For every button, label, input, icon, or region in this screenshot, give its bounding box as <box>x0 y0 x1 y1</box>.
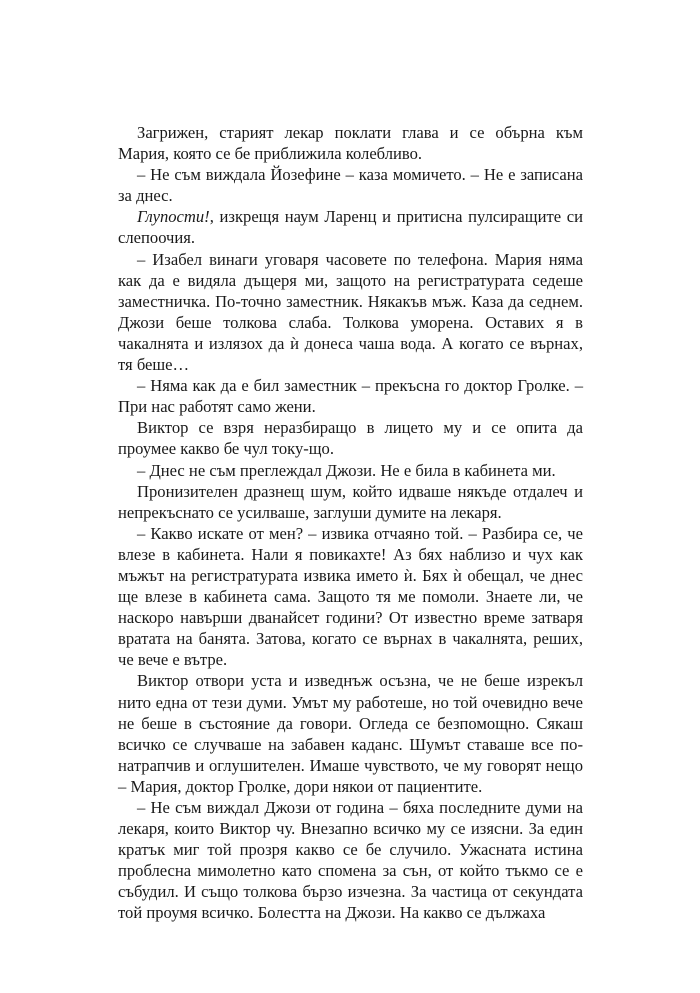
paragraph: – Изабел винаги уговаря часовете по телефона. Мария няма как да е видяла дъщеря ми, защото на регистратурата седеше заместничка. По-точно заместник. Някакъв мъж. Каза да седнем. Джози беше толкова слаба. Толкова уморена. Оставих я в чакалнята и излязох да ѝ донеса чаша вода. А когато се върнах, тя беше… <box>118 249 583 375</box>
paragraph: – Какво искате от мен? – извика отчаяно той. – Разбира се, че влезе в кабинета. Нали я повикахте! Аз бях наблизо и чух как мъжът на регистратурата извика името ѝ. Бях ѝ обещал, че днес ще влезе в кабинета сама. Защото тя ме помоли. Знаете ли, че наскоро навърши дванайсет години? От известно време затваря вратата на банята. Затова, когато се върнах в чакалнята, реших, че вече е вътре. <box>118 523 583 670</box>
italic-exclamation: Глупости! <box>137 207 210 227</box>
paragraph: – Не съм виждала Йозефине – каза момичето. – Не е записана за днес. <box>118 165 583 206</box>
paragraph <box>118 206 583 248</box>
paragraph: – Няма как да е бил заместник – прекъсна го доктор Гролке. – При нас работят само жени. <box>118 376 583 417</box>
body-text <box>118 122 583 924</box>
paragraph-continuation: , изкрещя наум Ларенц и притисна пулсиращите си слепоочия. <box>118 207 583 248</box>
paragraph: Пронизителен дразнещ шум, който идваше някъде отдалеч и непрекъснато се усилваше, заглуши думите на лекаря. <box>118 481 583 522</box>
paragraph: – Не съм виждал Джози от година – бяха последните думи на лекаря, които Виктор чу. Внезапно всичко му се изясни. За един кратък миг той прозря какво се бе случило. Ужасната истина проблесна мимолетно като спомена за сън, от който тъкмо се е събудил. И също толкова бързо изчезна. За частица от секундата той проумя всичко. Болестта на Джози. На какво се дължаха <box>118 798 583 923</box>
paragraph: Виктор се взря неразбиращо в лицето му и се опита да проумее какво бе чул току-що. <box>118 418 583 459</box>
paragraph: Виктор отвори уста и изведнъж осъзна, че не беше изрекъл нито една от тези думи. Умът му работеше, но той очевидно вече не беше в състояние да говори. Огледа се безпомощно. Сякаш всичко се случваше на забавен каданс. Шумът ставаше все по-натрапчив и оглушителен. Имаше чувството, че му говорят нещо – Мария, доктор Гролке, дори някои от пациентите. <box>118 671 583 796</box>
paragraph: – Днес не съм преглеждал Джози. Не е била в кабинета ми. <box>137 460 556 480</box>
paragraph: Загрижен, старият лекар поклати глава и се обърна към Мария, която се бе приближила колебливо. <box>118 123 583 164</box>
